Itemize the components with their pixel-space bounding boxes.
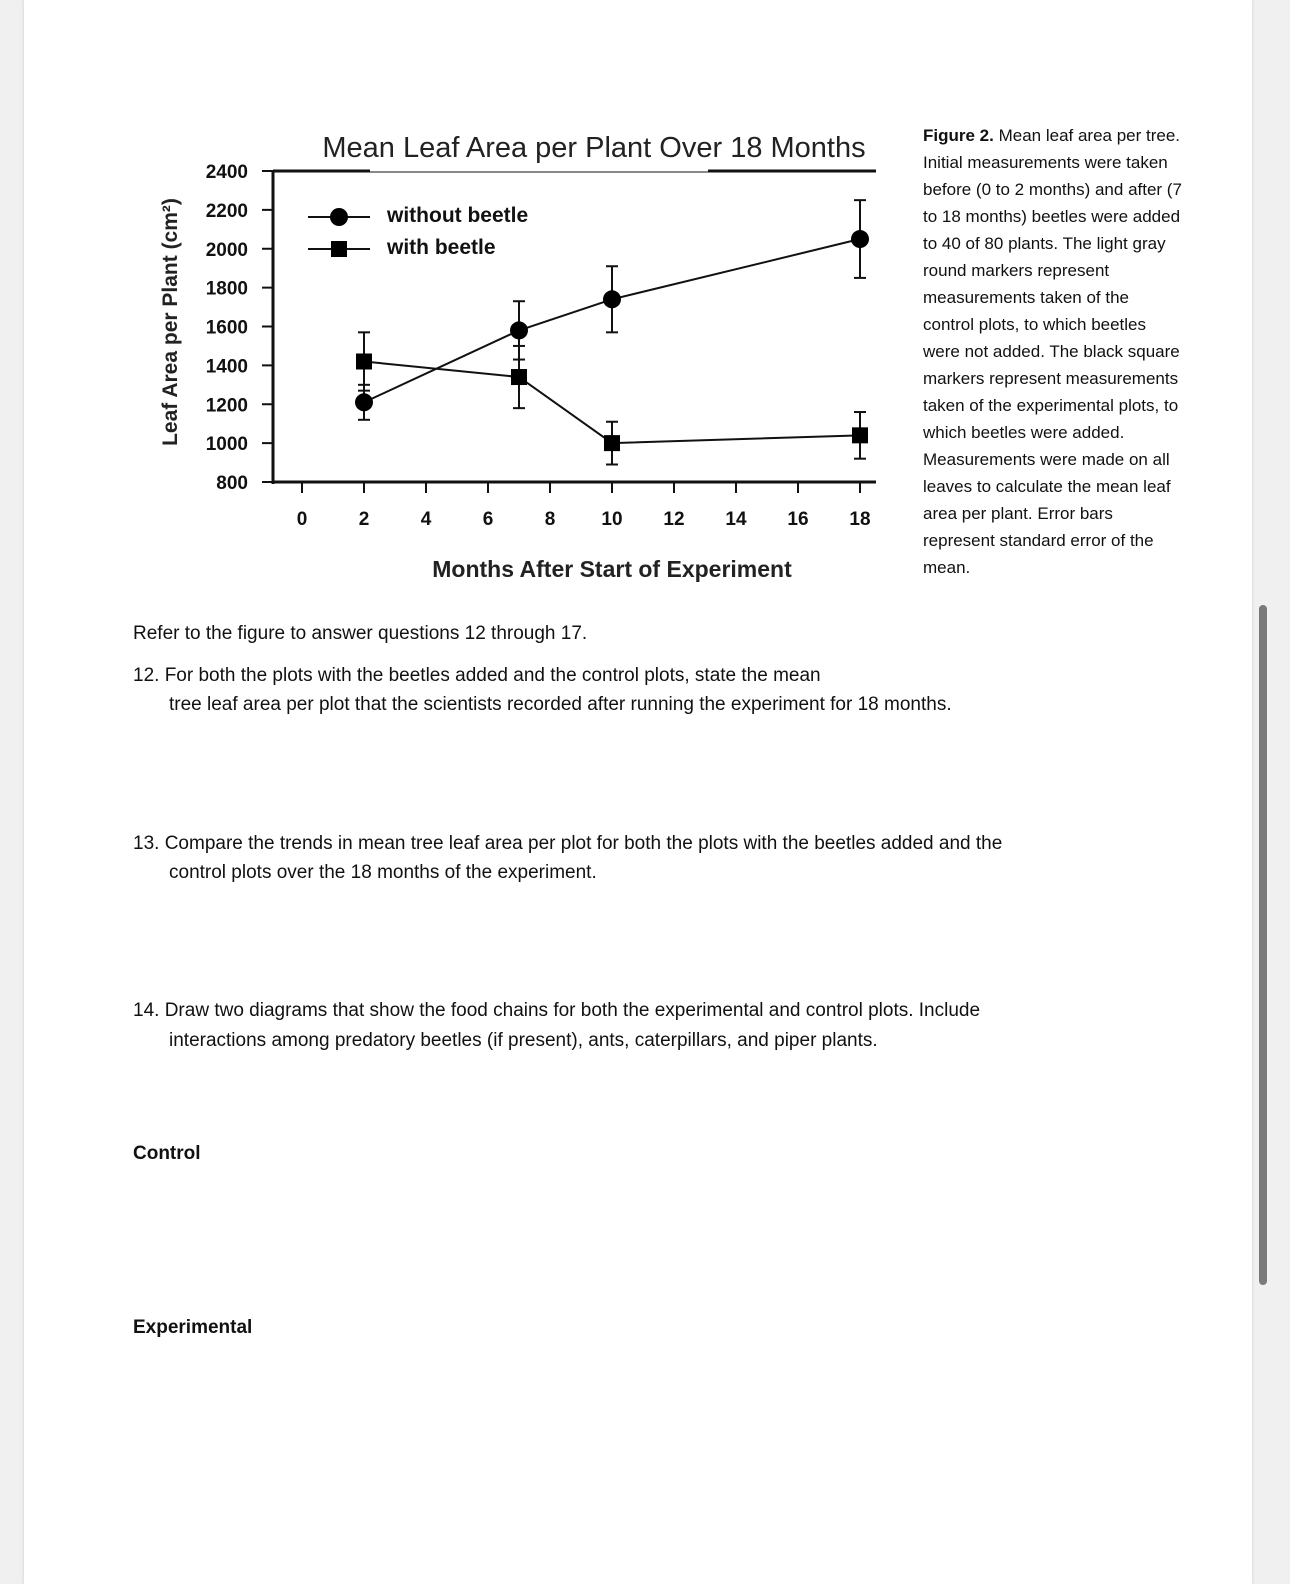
y-tick-label: 1600: [205, 317, 248, 339]
question-13-cont: control plots over the 18 months of the experiment.: [169, 862, 597, 883]
q-num: 12.: [133, 665, 160, 686]
control-label: Control: [133, 1143, 201, 1164]
x-tick-label: 4: [420, 509, 432, 530]
q-num: 13.: [133, 833, 160, 854]
x-tick-label: 8: [544, 509, 556, 530]
x-tick-label: 18: [849, 509, 871, 530]
x-axis-label: Months After Start of Experiment: [432, 556, 792, 582]
figure-caption: [923, 122, 1183, 581]
question-14: [133, 996, 980, 1026]
data-point-circle: [851, 230, 869, 248]
x-tick-label: 16: [787, 509, 809, 530]
x-tick-label: 12: [663, 509, 685, 530]
data-point-square: [511, 369, 527, 385]
chart-title: Mean Leaf Area per Plant Over 18 Months: [322, 132, 866, 164]
y-tick-label: 2400: [205, 162, 248, 183]
scrollbar[interactable]: [1259, 605, 1267, 1285]
x-tick-label: 2: [358, 509, 370, 530]
y-tick-label: 800: [216, 473, 248, 494]
caption-label: Figure 2.: [923, 126, 994, 145]
data-point-square: [356, 353, 372, 369]
question-12: [133, 661, 821, 691]
legend-marker-square: [331, 241, 347, 257]
y-tick-label: 1800: [205, 278, 248, 300]
x-tick-label: 6: [482, 509, 494, 530]
data-point-square: [604, 435, 620, 451]
legend-label: without beetle: [387, 204, 529, 227]
data-point-square: [852, 427, 868, 443]
q-text: Compare the trends in mean tree leaf area per plot for both the plots with the beetles added and the: [164, 833, 1003, 854]
q-text: Draw two diagrams that show the food chains for both the experimental and control plots. Include: [164, 1000, 981, 1021]
x-tick-label: 0: [296, 509, 308, 530]
legend-label: with beetle: [387, 236, 496, 259]
legend-marker-circle: [330, 208, 348, 226]
y-tick-label: 2000: [205, 239, 248, 261]
question-14-cont: interactions among predatory beetles (if present), ants, caterpillars, and piper plants.: [169, 1030, 878, 1051]
leaf-area-chart: [0, 0, 900, 600]
y-tick-label: 1000: [205, 434, 248, 456]
data-point-circle: [603, 290, 621, 308]
q-text: For both the plots with the beetles added and the control plots, state the mean: [164, 665, 821, 686]
y-tick-label: 1400: [205, 356, 248, 378]
x-tick-label: 10: [601, 509, 623, 530]
intro-text: Refer to the figure to answer questions 12 through 17.: [133, 623, 588, 644]
y-tick-label: 1200: [205, 395, 248, 417]
x-tick-label: 14: [725, 509, 747, 530]
question-13: [133, 829, 1002, 859]
data-point-circle: [355, 393, 373, 411]
y-tick-label: 2200: [205, 200, 248, 222]
q-num: 14.: [133, 1000, 160, 1021]
question-12-cont: tree leaf area per plot that the scientists recorded after running the experiment for 18 months.: [169, 694, 952, 715]
data-point-circle: [510, 321, 528, 339]
caption-text: Mean leaf area per tree. Initial measurements were taken before (0 to 2 months) and after (7 to 18 months) beetles were added to 40 of 80 plants. The light gray round markers represent measurements taken of the control plots, to which beetles were not added. The black square markers represent measurements taken of the experimental plots, to which beetles were added. Measurements were made on all leaves to calculate the mean leaf area per plant. Error bars represent standard error of the mean.: [923, 126, 1182, 577]
y-axis-label: Leaf Area per Plant (cm²): [159, 198, 182, 446]
experimental-label: Experimental: [133, 1317, 253, 1338]
